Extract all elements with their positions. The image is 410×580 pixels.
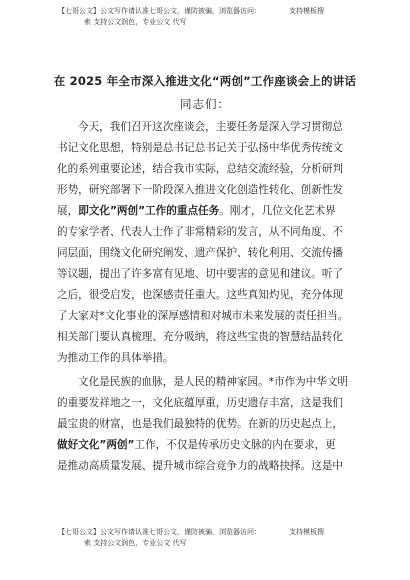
paragraph-2 [57, 372, 357, 477]
text-line: 相关部门要认真梳理、充分吸纳，将这些宝贵的智慧结晶转化 [57, 331, 344, 343]
text-line: 的专家学者、代表人士作了非常精彩的发言，从不同角度、不 [57, 226, 344, 238]
header-notice [58, 6, 378, 28]
footer-notice-line2: 索 支持公文润色，专业公文 代写 [84, 539, 187, 547]
text-line: 了大家对*文化事业的深厚感情和对城市未来发展的责任担当。 [57, 310, 349, 322]
text-line: 最宝贵的财富，也是我们最独特的优势。在新的历史起点上， [57, 418, 344, 430]
document-title: 在 2025 年全市深入推进文化“两创”工作座谈会上的讲话 [53, 74, 357, 88]
text-line: 的重要发祥地之一，文化底蕴厚重，历史遗存丰富，这是我们 [57, 397, 344, 409]
salutation: 同志们： [180, 97, 230, 111]
text-line: 今天，我们召开这次座谈会，主要任务是深入学习贯彻总 [78, 121, 343, 133]
header-notice-line2: 索 支持公文润色，专业公文 代写 [84, 18, 187, 26]
emphasis-text: 做好文化”两创” [57, 439, 135, 451]
footer-notice-text: 【七哥公文】公文写作请认准七哥公文，谨防被骗，浏览器访问： [58, 528, 261, 536]
header-notice-text: 【七哥公文】公文写作请认准七哥公文，谨防被骗，浏览器访问： [58, 7, 261, 15]
paragraph-1 [57, 117, 357, 369]
text-line: 展，即文化”两创”工作的重点任务。刚才，几位文化艺术界 [57, 205, 336, 217]
emphasis-text: 即文化”两创”工作的重点任务 [78, 205, 220, 217]
text-line: 文化是民族的血脉，是人民的精神家园。*市作为中华文明 [78, 376, 349, 388]
footer-notice-tail: 支持模板搜 [289, 528, 324, 536]
text-line: 等议题，提出了许多富有见地、切中要害的意见和建议。听了 [57, 268, 344, 280]
text-line: 同层面，围绕文化研究阐发、遗产保护、转化利用、交流传播 [57, 247, 344, 259]
text-line: 为推动工作的具体举措。 [57, 352, 174, 364]
text-line: 书记文化思想，特别是总书记总书记关于弘扬中华优秀传统文 [57, 142, 344, 154]
text-line: 之后，很受启发，也深感责任重大。这些真知灼见，充分体现 [57, 289, 344, 301]
text-line: 是推动高质量发展、提升城市综合竞争力的战略抉择。这是中 [57, 460, 344, 472]
text-line: 化的系列重要论述，结合我市实际，总结交流经验，分析研判 [57, 163, 344, 175]
header-notice-tail: 支持模板搜 [289, 7, 324, 15]
footer-notice [58, 527, 378, 549]
text-line: 形势，研究部署下一阶段深入推进文化创造性转化、创新性发 [57, 184, 344, 196]
text-line: 做好文化”两创”工作，不仅是传承历史文脉的内在要求，更 [57, 439, 336, 451]
